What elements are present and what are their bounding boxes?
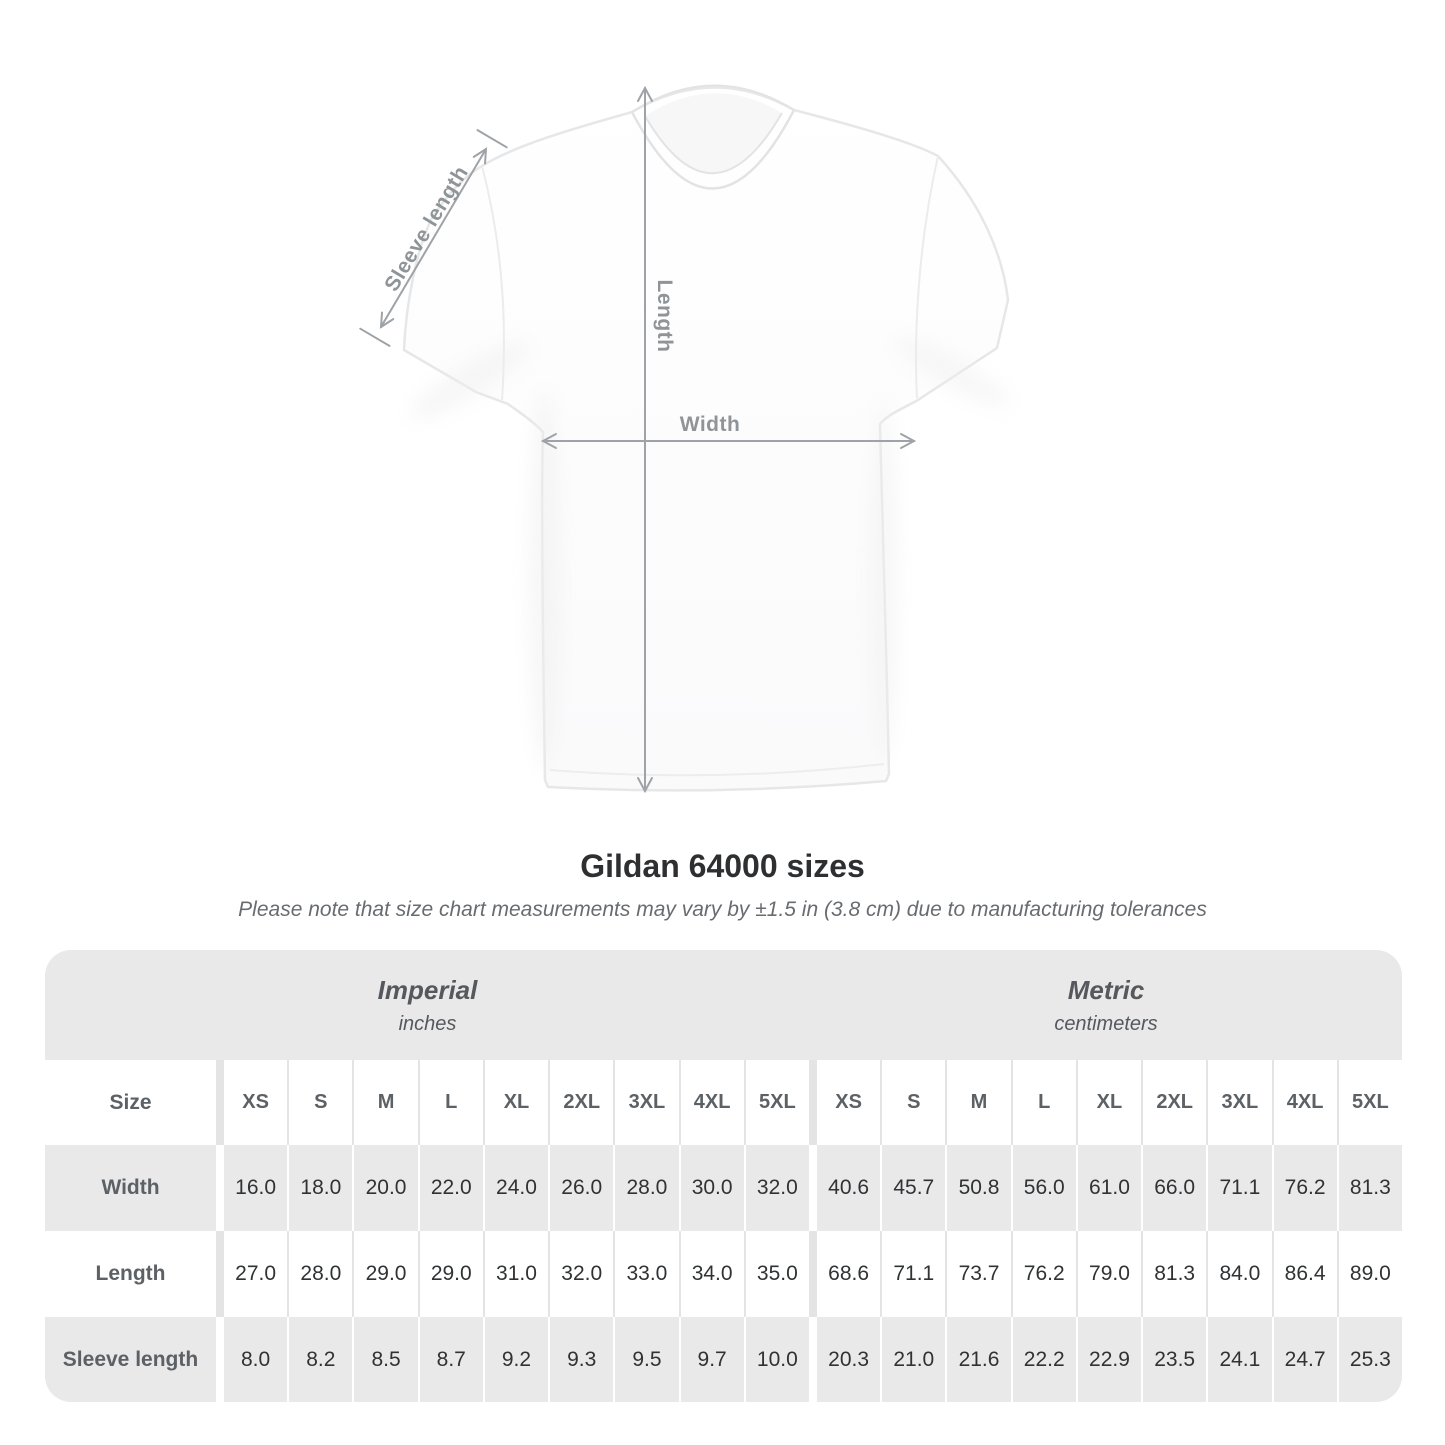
table-cell: 68.6 bbox=[809, 1231, 880, 1317]
table-cell: 56.0 bbox=[1011, 1145, 1076, 1231]
size-col-header-metric-2xl: 2XL bbox=[1141, 1060, 1206, 1145]
size-col-header-imperial-xl: XL bbox=[483, 1060, 548, 1145]
table-cell: 20.3 bbox=[809, 1317, 880, 1402]
size-header-row bbox=[45, 1060, 1402, 1145]
row-label-sleeve-length: Sleeve length bbox=[62, 1347, 199, 1371]
table-cell: 18.0 bbox=[287, 1145, 352, 1231]
table-cell: 29.0 bbox=[352, 1231, 417, 1317]
table-row-width bbox=[45, 1145, 1402, 1231]
tshirt-body bbox=[402, 87, 1016, 790]
table-cell: 86.4 bbox=[1272, 1231, 1337, 1317]
size-col-header-metric-xs: XS bbox=[809, 1060, 880, 1145]
table-cell: 45.7 bbox=[880, 1145, 945, 1231]
table-cell: 32.0 bbox=[744, 1145, 809, 1231]
table-cell: 9.2 bbox=[483, 1317, 548, 1402]
table-cell: 22.2 bbox=[1011, 1317, 1076, 1402]
table-cell: 8.5 bbox=[352, 1317, 417, 1402]
size-col-header-imperial-s: S bbox=[287, 1060, 352, 1145]
table-cell: 28.0 bbox=[287, 1231, 352, 1317]
table-cell: 29.0 bbox=[418, 1231, 483, 1317]
width-dimension-label: Width bbox=[679, 413, 741, 436]
length-dimension-label: Length bbox=[653, 279, 676, 353]
imperial-unit-label: inches bbox=[398, 1012, 457, 1035]
tolerance-note: Please note that size chart measurements may vary by ±1.5 in (3.8 cm) due to manufacturing tolerances bbox=[238, 898, 1207, 921]
size-col-header-metric-s: S bbox=[880, 1060, 945, 1145]
table-cell: 81.3 bbox=[1141, 1231, 1206, 1317]
table-row-length bbox=[45, 1231, 1402, 1317]
row-label-width: Width bbox=[101, 1176, 160, 1199]
table-cell: 9.7 bbox=[679, 1317, 744, 1402]
table-cell: 24.1 bbox=[1206, 1317, 1271, 1402]
size-col-header-imperial-3xl: 3XL bbox=[613, 1060, 678, 1145]
table-cell: 21.0 bbox=[880, 1317, 945, 1402]
table-cell: 25.3 bbox=[1337, 1317, 1402, 1402]
size-header-label: Size bbox=[109, 1090, 152, 1114]
table-cell: 20.0 bbox=[352, 1145, 417, 1231]
table-cell: 73.7 bbox=[945, 1231, 1010, 1317]
metric-label: Metric bbox=[1067, 974, 1145, 1005]
size-col-header-metric-3xl: 3XL bbox=[1206, 1060, 1271, 1145]
size-col-header-imperial-l: L bbox=[418, 1060, 483, 1145]
table-cell: 81.3 bbox=[1337, 1145, 1402, 1231]
size-col-header-imperial-m: M bbox=[352, 1060, 417, 1145]
table-cell: 76.2 bbox=[1272, 1145, 1337, 1231]
unit-group-metric bbox=[810, 950, 1402, 1060]
table-cell: 8.0 bbox=[216, 1317, 287, 1402]
table-cell: 76.2 bbox=[1011, 1231, 1076, 1317]
table-cell: 23.5 bbox=[1141, 1317, 1206, 1402]
size-col-header-imperial-xs: XS bbox=[216, 1060, 287, 1145]
table-cell: 79.0 bbox=[1076, 1231, 1141, 1317]
table-cell: 24.7 bbox=[1272, 1317, 1337, 1402]
table-cell: 61.0 bbox=[1076, 1145, 1141, 1231]
table-cell: 8.7 bbox=[418, 1317, 483, 1402]
size-col-header-imperial-4xl: 4XL bbox=[679, 1060, 744, 1145]
table-cell: 28.0 bbox=[613, 1145, 678, 1231]
table-cell: 26.0 bbox=[548, 1145, 613, 1231]
table-cell: 10.0 bbox=[744, 1317, 809, 1402]
table-cell: 22.0 bbox=[418, 1145, 483, 1231]
table-cell: 40.6 bbox=[809, 1145, 880, 1231]
table-cell: 50.8 bbox=[945, 1145, 1010, 1231]
table-cell: 21.6 bbox=[945, 1317, 1010, 1402]
table-cell: 71.1 bbox=[880, 1231, 945, 1317]
table-cell: 32.0 bbox=[548, 1231, 613, 1317]
table-cell: 89.0 bbox=[1337, 1231, 1402, 1317]
table-cell: 34.0 bbox=[679, 1231, 744, 1317]
table-cell: 84.0 bbox=[1206, 1231, 1271, 1317]
table-cell: 66.0 bbox=[1141, 1145, 1206, 1231]
size-col-header-metric-5xl: 5XL bbox=[1337, 1060, 1402, 1145]
table-cell: 9.3 bbox=[548, 1317, 613, 1402]
unit-group-imperial bbox=[45, 950, 810, 1060]
table-cell: 71.1 bbox=[1206, 1145, 1271, 1231]
table-cell: 9.5 bbox=[613, 1317, 678, 1402]
imperial-label: Imperial bbox=[377, 974, 478, 1005]
table-cell: 30.0 bbox=[679, 1145, 744, 1231]
table-cell: 35.0 bbox=[744, 1231, 809, 1317]
table-cell: 22.9 bbox=[1076, 1317, 1141, 1402]
table-cell: 33.0 bbox=[613, 1231, 678, 1317]
unit-header-row bbox=[45, 950, 1402, 1060]
table-cell: 24.0 bbox=[483, 1145, 548, 1231]
table-row-sleeve-length bbox=[45, 1317, 1402, 1402]
sleeve-length-dimension-label: Sleeve length bbox=[380, 162, 473, 296]
size-col-header-metric-l: L bbox=[1011, 1060, 1076, 1145]
page-title: Gildan 64000 sizes bbox=[580, 848, 865, 884]
table-cell: 8.2 bbox=[287, 1317, 352, 1402]
size-col-header-imperial-2xl: 2XL bbox=[548, 1060, 613, 1145]
size-table bbox=[45, 950, 1402, 1402]
size-col-header-metric-4xl: 4XL bbox=[1272, 1060, 1337, 1145]
size-col-header-imperial-5xl: 5XL bbox=[744, 1060, 809, 1145]
size-col-header-metric-m: M bbox=[945, 1060, 1010, 1145]
table-cell: 31.0 bbox=[483, 1231, 548, 1317]
table-cell: 27.0 bbox=[216, 1231, 287, 1317]
size-col-header-metric-xl: XL bbox=[1076, 1060, 1141, 1145]
row-label-length: Length bbox=[95, 1262, 166, 1285]
table-cell: 16.0 bbox=[216, 1145, 287, 1231]
metric-unit-label: centimeters bbox=[1054, 1012, 1158, 1035]
